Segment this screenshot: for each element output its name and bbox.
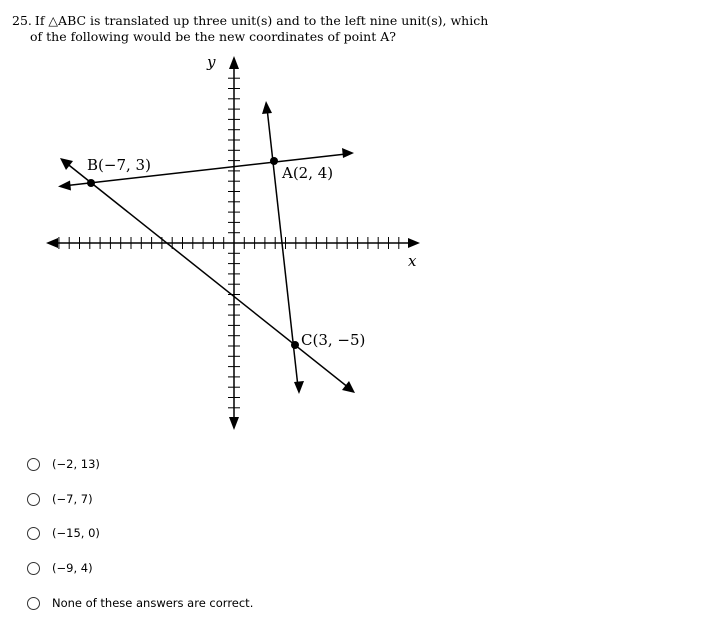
option-1[interactable] bbox=[27, 455, 100, 473]
point-a-label: A(2, 4) bbox=[282, 164, 334, 182]
x-axis-label: x bbox=[408, 252, 417, 270]
y-axis-up-arrow-icon bbox=[229, 56, 239, 69]
radio-button[interactable] bbox=[27, 597, 40, 610]
option-2[interactable] bbox=[27, 490, 93, 508]
radio-button[interactable] bbox=[27, 562, 40, 575]
line-bc-lower-arrow-icon bbox=[342, 381, 355, 393]
option-1-text: (−2, 13) bbox=[52, 457, 100, 471]
line-ac-upper-arrow-icon bbox=[262, 101, 272, 114]
x-axis-right-arrow-icon bbox=[408, 238, 420, 248]
line-ac-lower-arrow-icon bbox=[294, 381, 304, 394]
question-line-2: of the following would be the new coordinates of point A? bbox=[30, 29, 396, 44]
option-4-text: (−9, 4) bbox=[52, 561, 93, 575]
point-b-label: B(−7, 3) bbox=[87, 156, 151, 174]
line-bc-upper-arrow-icon bbox=[60, 158, 73, 170]
option-3[interactable] bbox=[27, 524, 100, 542]
option-3-text: (−15, 0) bbox=[52, 526, 100, 540]
x-axis-left-arrow-icon bbox=[46, 238, 58, 248]
option-5-text: None of these answers are correct. bbox=[52, 596, 254, 610]
y-axis-down-arrow-icon bbox=[229, 417, 239, 430]
line-bc bbox=[65, 162, 349, 388]
question-line-1: If △ABC is translated up three unit(s) and to the left nine unit(s), which bbox=[34, 13, 489, 28]
question-number: 25. bbox=[12, 13, 32, 28]
radio-button[interactable] bbox=[27, 527, 40, 540]
point-c bbox=[291, 341, 299, 349]
option-2-text: (−7, 7) bbox=[52, 492, 93, 506]
radio-button[interactable] bbox=[27, 458, 40, 471]
point-c-label: C(3, −5) bbox=[301, 331, 366, 349]
radio-button[interactable] bbox=[27, 493, 40, 506]
line-ab-right-arrow-icon bbox=[342, 148, 354, 158]
option-4[interactable] bbox=[27, 559, 93, 577]
point-a bbox=[270, 157, 278, 165]
line-ab-left-arrow-icon bbox=[58, 181, 71, 191]
option-5[interactable] bbox=[27, 594, 253, 612]
point-b bbox=[87, 179, 95, 187]
y-axis-label: y bbox=[207, 53, 216, 71]
